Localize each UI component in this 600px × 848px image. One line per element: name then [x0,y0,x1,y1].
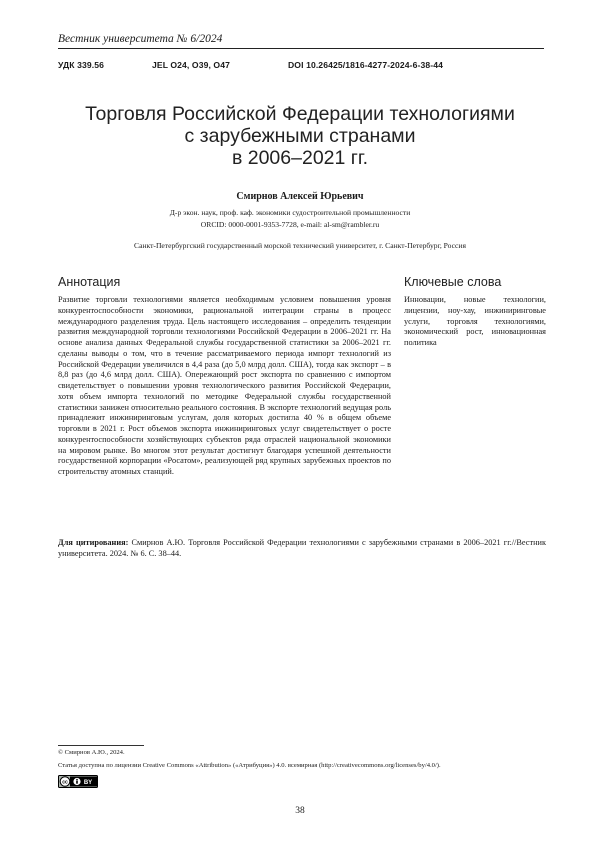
keywords-heading: Ключевые слова [404,275,502,289]
copyright: © Смирнов А.Ю., 2024. [58,749,125,756]
keywords-text: Инновации, новые технологии, лицензии, ноу-хау, инжиниринговые услуги, торговля технологиями, экономический рост, инновационная политика [404,295,546,347]
author-orcid: ORCID: 0000-0001-9353-7728, e-mail: al-sm@rambler.ru [200,220,380,229]
svg-text:cc: cc [62,779,68,786]
doi: DOI 10.26425/1816-4277-2024-6-38-44 [288,60,443,70]
abstract-text: Развитие торговли технологиями является необходимым условием повышения уровня конкурентоспособности экономики, рациональной интеграции страны в процесс международного разделения труда. Цель настоящего исследования – определить тенденции развития международной торговли технологиями Российской Федерации в 2006–2021 гг. На основе анализа данных Федеральной службы государственной статистики за 2006–2021 гг. сделаны выводы о том, что в течение рассматриваемого периода импорт технологий из Российской Федерации увеличился в 4,4 раза (до 5,0 млрд долл. США), тогда как экспорт – в 8,8 раз (до 4,6 млрд долл. США). Опережающий рост экспорта по сравнению с импортом свидетельствует о повышении уровня технологического развития Российской Федерации, хотя объем импорта технологий по методике Федеральной службы государственной статистики занижен относительно реального состояния. В экспорте технологий ведущая роль принадлежит инжиниринговым услугам, доля которых достигла 40 % в общем объеме торговли в 2021 г. Рост объемов экспорта инжиниринговых услуг свидетельствует о росте конкурентоспособности хозяйствующих субъектов ряда отраслей национальной экономики на мировом рынке. Во многом этот результат достигнут благодаря успешной деятельности государственной корпорации «Росатом», реализующей ряд крупных зарубежных проектов по строительству атомных станций. [58,295,391,476]
license-text: Статья доступна по лицензии Creative Commons «Attribution» («Атрибуция») 4.0. всемирная (http://creativecommons.org/licenses/by/4.0/). [58,762,441,769]
footnote-divider [58,745,144,746]
journal-title: Вестник университета № 6/2024 [58,33,223,45]
author-name: Смирнов Алексей Юрьевич [236,191,364,202]
title-line-1: Торговля Российской Федерации технологиями [85,103,515,125]
header-divider [58,48,544,49]
author-affiliation: Санкт-Петербургский государственный морской технический университет, г. Санкт-Петербург, Россия [134,241,466,250]
title-line-3: в 2006–2021 гг. [231,147,369,169]
author-degree: Д-р экон. наук, проф. каф. экономики судостроительной промышленности [169,208,411,217]
cc-by-icon [58,775,98,788]
citation [58,537,546,559]
article-title [40,103,560,169]
jel-codes: JEL O24, O39, O47 [152,60,230,70]
citation-label: Для цитирования: [58,538,129,547]
udk-code: УДК 339.56 [58,60,104,70]
page-number: 38 [295,806,305,816]
title-line-2: с зарубежными странами [184,125,416,147]
svg-text:BY: BY [83,780,93,786]
abstract-heading: Аннотация [58,275,121,289]
citation-text: Смирнов А.Ю. Торговля Российской Федерации технологиями с зарубежными странами в 2006–2021 гг.//Вестник университета. 2024. № 6. С. 38–44. [58,538,546,558]
